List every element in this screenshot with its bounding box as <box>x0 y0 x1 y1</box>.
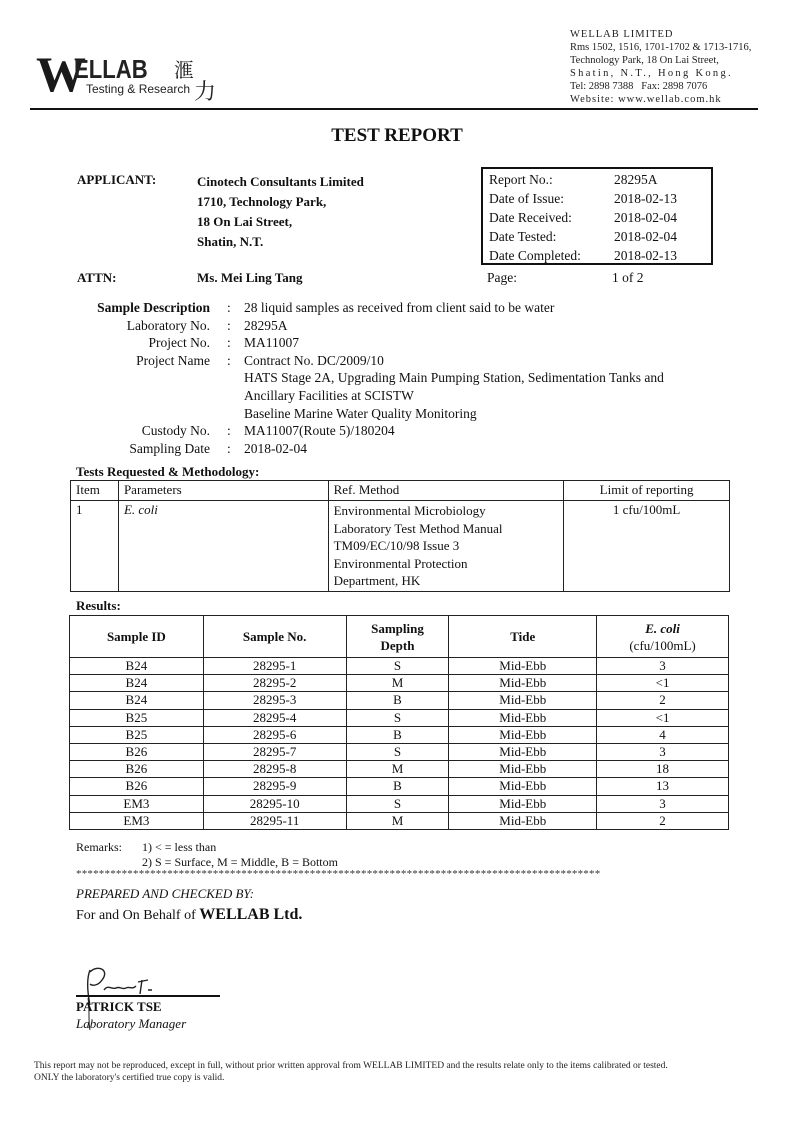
sample-no-cell: 28295-8 <box>203 761 346 778</box>
desc-label: Laboratory No. <box>126 317 210 333</box>
sample-id-cell: B24 <box>70 658 204 675</box>
desc-label: Sampling Date <box>129 440 210 456</box>
info-label: Date Tested: <box>489 229 557 244</box>
company-address-1: Rms 1502, 1516, 1701-1702 & 1713-1716, <box>570 42 752 53</box>
ecoli-cell: 4 <box>597 726 729 743</box>
desc-value: Contract No. DC/2009/10 <box>244 352 384 368</box>
info-value: 2018-02-04 <box>614 210 677 225</box>
col-sampling-depth <box>346 616 449 658</box>
desc-value: HATS Stage 2A, Upgrading Main Pumping Station, Sedimentation Tanks and <box>244 370 664 386</box>
desc-row <box>70 334 750 352</box>
signer-name: PATRICK TSE <box>76 999 162 1014</box>
logo-initial: W <box>36 46 82 102</box>
sample-id-cell: B24 <box>70 692 204 709</box>
col-ref-method: Ref. Method <box>328 481 564 501</box>
colon: : <box>227 335 231 351</box>
info-value: 2018-02-04 <box>614 229 677 244</box>
col-depth-line-1: Sampling <box>371 620 424 636</box>
desc-value: Ancillary Facilities at SCISTW <box>244 387 414 403</box>
col-ecoli-line-2: (cfu/100mL) <box>629 637 696 653</box>
footer-disclaimer <box>34 1060 774 1084</box>
results-heading: Results: <box>76 598 121 613</box>
sample-id-cell: B24 <box>70 675 204 692</box>
remarks-label: Remarks: <box>76 840 122 854</box>
on-behalf-line <box>76 906 302 924</box>
logo-tagline: Testing & Research <box>86 82 191 96</box>
report-info-box <box>481 167 713 265</box>
applicant-line: Shatin, N.T. <box>197 234 264 249</box>
colon: : <box>227 317 231 333</box>
sample-id-cell: EM3 <box>70 812 204 829</box>
depth-cell: S <box>346 795 449 812</box>
sample-id-cell: B25 <box>70 726 204 743</box>
sample-no-cell: 28295-6 <box>203 726 346 743</box>
ref-line: Environmental Microbiology <box>333 503 486 518</box>
tide-cell: Mid-Ebb <box>449 778 597 795</box>
header-divider <box>30 108 758 110</box>
results-table <box>69 615 729 830</box>
tide-cell: Mid-Ebb <box>449 761 597 778</box>
ecoli-cell: 3 <box>597 743 729 760</box>
desc-row <box>70 317 750 335</box>
logo-chinese-1: 滙 <box>174 60 194 82</box>
depth-cell: B <box>346 778 449 795</box>
tide-cell: Mid-Ebb <box>449 812 597 829</box>
sample-id-cell: B26 <box>70 761 204 778</box>
desc-value: 2018-02-04 <box>244 440 307 456</box>
tests-heading: Tests Requested & Methodology: <box>76 464 260 479</box>
item-cell: 1 <box>71 501 119 592</box>
info-label: Date of Issue: <box>489 191 564 206</box>
company-name: WELLAB LIMITED <box>570 29 674 40</box>
tests-table <box>70 480 730 592</box>
info-label: Report No.: <box>489 172 553 187</box>
desc-label: Project Name <box>136 352 210 368</box>
desc-row <box>70 422 750 440</box>
desc-value: MA11007(Route 5)/180204 <box>244 423 395 439</box>
info-label: Date Received: <box>489 210 572 225</box>
desc-label: Custody No. <box>141 423 210 439</box>
sample-id-cell: EM3 <box>70 795 204 812</box>
table-row <box>70 675 729 692</box>
attn-label: ATTN: <box>77 270 117 285</box>
tests-header-row <box>71 481 730 501</box>
table-row <box>71 501 730 592</box>
info-label: Date Completed: <box>489 248 581 263</box>
depth-cell: M <box>346 812 449 829</box>
ref-line: TM09/EC/10/98 Issue 3 <box>333 538 460 553</box>
info-value: 28295A <box>614 172 658 187</box>
prepared-by-label: PREPARED AND CHECKED BY: <box>76 886 255 901</box>
page-value: 1 of 2 <box>612 270 644 285</box>
desc-row <box>70 299 750 317</box>
col-limit: Limit of reporting <box>564 481 730 501</box>
ref-line: Department, HK <box>333 573 421 588</box>
tide-cell: Mid-Ebb <box>449 692 597 709</box>
ref-line: Laboratory Test Method Manual <box>333 520 503 536</box>
sample-no-cell: 28295-4 <box>203 709 346 726</box>
sample-no-cell: 28295-9 <box>203 778 346 795</box>
sample-id-cell: B26 <box>70 778 204 795</box>
depth-cell: M <box>346 761 449 778</box>
col-depth-line-2: Depth <box>380 637 415 653</box>
ecoli-cell: 18 <box>597 761 729 778</box>
remark-item: 1) < = less than <box>142 840 217 854</box>
applicant-label: APPLICANT: <box>77 172 157 187</box>
applicant-line: 18 On Lai Street, <box>197 214 293 229</box>
ecoli-cell: 3 <box>597 795 729 812</box>
tide-cell: Mid-Ebb <box>449 675 597 692</box>
table-row <box>70 692 729 709</box>
ecoli-cell: 2 <box>597 692 729 709</box>
page-title: TEST REPORT <box>331 125 463 146</box>
behalf-company: WELLAB Ltd. <box>199 906 303 923</box>
depth-cell: B <box>346 726 449 743</box>
signer-title: Laboratory Manager <box>76 1016 187 1031</box>
colon: : <box>227 440 231 456</box>
footer-line-2: ONLY the laboratory's certified true copy is valid. <box>34 1073 225 1083</box>
company-address-2: Technology Park, 18 On Lai Street, <box>570 55 719 66</box>
ecoli-cell: 13 <box>597 778 729 795</box>
ecoli-cell: <1 <box>597 709 729 726</box>
col-sample-no: Sample No. <box>203 616 346 658</box>
table-row <box>70 743 729 760</box>
col-parameters: Parameters <box>118 481 328 501</box>
info-value: 2018-02-13 <box>614 248 677 263</box>
company-address-3: Shatin, N.T., Hong Kong. <box>570 68 733 79</box>
desc-label: Sample Description <box>97 300 210 315</box>
sample-no-cell: 28295-10 <box>203 795 346 812</box>
behalf-prefix: For and On Behalf of <box>76 908 200 923</box>
depth-cell: S <box>346 709 449 726</box>
tide-cell: Mid-Ebb <box>449 743 597 760</box>
sample-id-cell: B26 <box>70 743 204 760</box>
ecoli-cell: <1 <box>597 675 729 692</box>
tide-cell: Mid-Ebb <box>449 658 597 675</box>
logo-brand: ELLAB <box>74 54 148 84</box>
col-ecoli <box>597 616 729 658</box>
logo-chinese-2: 力 <box>194 79 217 104</box>
ecoli-cell: 3 <box>597 658 729 675</box>
results-header-row <box>70 616 729 658</box>
company-website: Website: www.wellab.com.hk <box>570 94 722 105</box>
tide-cell: Mid-Ebb <box>449 795 597 812</box>
table-row <box>70 658 729 675</box>
footer-line-1: This report may not be reproduced, except in full, without prior written approval from WELLAB LIMITED and the results relate only to the items calibrated or tested. <box>34 1061 668 1071</box>
table-row <box>70 812 729 829</box>
sample-description-block <box>70 299 750 457</box>
desc-row <box>70 369 750 387</box>
table-row <box>70 761 729 778</box>
depth-cell: B <box>346 692 449 709</box>
desc-value: Baseline Marine Water Quality Monitoring <box>244 405 477 421</box>
page-label: Page: <box>487 270 517 285</box>
table-row <box>70 778 729 795</box>
parameter-cell: E. coli <box>118 501 328 592</box>
sample-no-cell: 28295-11 <box>203 812 346 829</box>
table-row <box>70 795 729 812</box>
desc-row <box>70 387 750 405</box>
signature-line <box>76 995 220 997</box>
sample-no-cell: 28295-1 <box>203 658 346 675</box>
wellab-logo <box>36 46 226 104</box>
colon: : <box>227 423 231 439</box>
col-tide: Tide <box>449 616 597 658</box>
desc-row <box>70 440 750 458</box>
company-address-block <box>570 28 770 106</box>
ref-line: Environmental Protection <box>333 555 468 571</box>
depth-cell: S <box>346 658 449 675</box>
tide-cell: Mid-Ebb <box>449 726 597 743</box>
col-sample-id: Sample ID <box>70 616 204 658</box>
desc-row <box>70 405 750 423</box>
depth-cell: S <box>346 743 449 760</box>
colon: : <box>227 352 231 368</box>
tide-cell: Mid-Ebb <box>449 709 597 726</box>
colon: : <box>227 300 231 315</box>
desc-value: 28 liquid samples as received from client said to be water <box>244 300 555 315</box>
attn-value: Ms. Mei Ling Tang <box>197 270 303 285</box>
applicant-address <box>197 172 364 252</box>
table-row <box>70 709 729 726</box>
desc-value: MA11007 <box>244 335 300 351</box>
sample-no-cell: 28295-3 <box>203 692 346 709</box>
sample-no-cell: 28295-7 <box>203 743 346 760</box>
sample-no-cell: 28295-2 <box>203 675 346 692</box>
company-contact: Tel: 2898 7388 Fax: 2898 7076 <box>570 81 708 92</box>
applicant-line: Cinotech Consultants Limited <box>197 174 364 189</box>
applicant-line: 1710, Technology Park, <box>197 194 327 209</box>
info-value: 2018-02-13 <box>614 191 677 206</box>
ref-method-cell <box>328 501 564 592</box>
table-row <box>70 726 729 743</box>
asterisk-separator: ******************************************************************************************** <box>76 868 601 880</box>
desc-row <box>70 352 750 370</box>
sample-id-cell: B25 <box>70 709 204 726</box>
desc-label: Project No. <box>148 335 210 351</box>
col-ecoli-line-1: E. coli <box>645 620 680 636</box>
desc-value: 28295A <box>244 317 288 333</box>
col-item: Item <box>71 481 119 501</box>
ecoli-cell: 2 <box>597 812 729 829</box>
limit-cell: 1 cfu/100mL <box>564 501 730 592</box>
remark-item: 2) S = Surface, M = Middle, B = Bottom <box>142 855 338 869</box>
depth-cell: M <box>346 675 449 692</box>
